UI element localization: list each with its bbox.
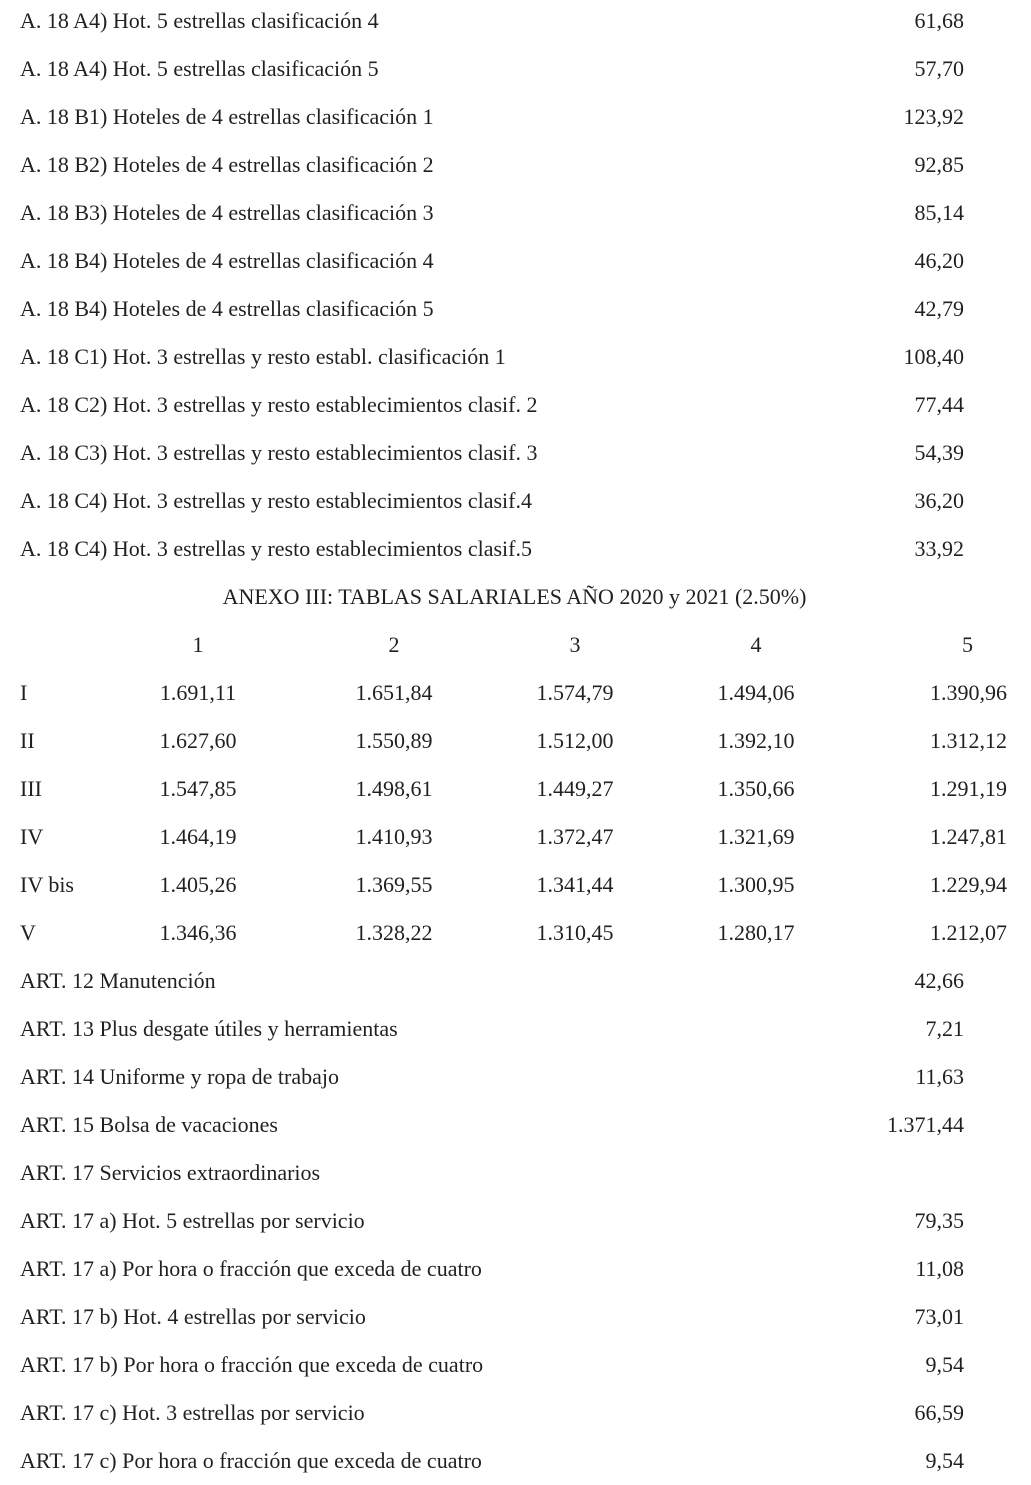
salary-cell: 1.574,79 [536, 680, 614, 705]
list-item [0, 285, 1031, 333]
list-item [0, 237, 1031, 285]
item-value: 42,66 [914, 968, 964, 993]
item-value: 61,68 [914, 8, 964, 33]
salary-cell: 1.392,10 [717, 728, 795, 753]
item-label: A. 18 C4) Hot. 3 estrellas y resto establecimientos clasif.4 [20, 488, 532, 513]
item-label: A. 18 C4) Hot. 3 estrellas y resto establecimientos clasif.5 [20, 536, 532, 561]
list-item [0, 93, 1031, 141]
item-value: 92,85 [914, 152, 964, 177]
item-value: 79,35 [914, 1208, 964, 1233]
salary-cell: 1.449,27 [536, 776, 614, 801]
list-item [0, 333, 1031, 381]
salary-cell: 1.550,89 [355, 728, 433, 753]
list-item [0, 1197, 1031, 1245]
list-item [0, 957, 1031, 1005]
table-row [0, 765, 1031, 813]
salary-cell: 1.405,26 [159, 872, 237, 897]
allowance-list-top [0, 0, 1031, 573]
list-item [0, 189, 1031, 237]
item-value: 54,39 [914, 440, 964, 465]
item-label: ART. 17 b) Por hora o fracción que exceda de cuatro [20, 1352, 484, 1377]
item-label: ART. 13 Plus desgate útiles y herramientas [20, 1016, 398, 1041]
table-header-row [0, 621, 1031, 669]
level-label: V [20, 920, 36, 945]
item-label: ART. 17 a) Por hora o fracción que exceda de cuatro [20, 1256, 482, 1281]
item-label: ART. 14 Uniforme y ropa de trabajo [20, 1064, 340, 1089]
item-value: 123,92 [903, 104, 964, 129]
item-value: 57,70 [914, 56, 964, 81]
salary-cell: 1.312,12 [930, 728, 1007, 753]
item-label: ART. 12 Manutención [20, 968, 216, 993]
item-label: A. 18 B1) Hoteles de 4 estrellas clasificación 1 [20, 104, 434, 129]
salary-table [0, 621, 1031, 957]
salary-cell: 1.498,61 [355, 776, 433, 801]
salary-cell: 1.390,96 [930, 680, 1007, 705]
level-label: IV [20, 824, 44, 849]
item-value: 11,63 [915, 1064, 964, 1089]
level-label: IV bis [20, 872, 74, 897]
column-header: 2 [388, 632, 400, 657]
item-label: A. 18 C2) Hot. 3 estrellas y resto establecimientos clasif. 2 [20, 392, 538, 417]
annex-title-row [0, 573, 1031, 621]
list-item [0, 429, 1031, 477]
salary-cell: 1.291,19 [930, 776, 1007, 801]
item-label: A. 18 B2) Hoteles de 4 estrellas clasificación 2 [20, 152, 434, 177]
list-item [0, 141, 1031, 189]
list-item [0, 1053, 1031, 1101]
salary-cell: 1.280,17 [717, 920, 795, 945]
item-label: A. 18 C3) Hot. 3 estrellas y resto establecimientos clasif. 3 [20, 440, 538, 465]
salary-cell: 1.247,81 [930, 824, 1007, 849]
item-value: 77,44 [914, 392, 964, 417]
salary-cell: 1.321,69 [717, 824, 795, 849]
list-item [0, 1005, 1031, 1053]
item-value: 108,40 [903, 344, 964, 369]
item-value: 73,01 [914, 1304, 964, 1329]
item-label: A. 18 B4) Hoteles de 4 estrellas clasificación 5 [20, 296, 434, 321]
allowance-list-bottom [0, 957, 1031, 1485]
item-value: 11,08 [915, 1256, 964, 1281]
salary-cell: 1.464,19 [159, 824, 237, 849]
salary-cell: 1.341,44 [536, 872, 614, 897]
item-label: ART. 17 c) Hot. 3 estrellas por servicio [20, 1400, 365, 1425]
salary-cell: 1.346,36 [159, 920, 237, 945]
salary-cell: 1.547,85 [159, 776, 237, 801]
item-value: 33,92 [914, 536, 964, 561]
table-row [0, 813, 1031, 861]
list-item [0, 477, 1031, 525]
level-label: III [20, 776, 42, 801]
list-item [0, 0, 1031, 45]
item-value: 85,14 [914, 200, 964, 225]
item-value: 46,20 [914, 248, 964, 273]
item-value: 36,20 [914, 488, 964, 513]
column-header: 4 [750, 632, 762, 657]
item-label: A. 18 B3) Hoteles de 4 estrellas clasificación 3 [20, 200, 434, 225]
item-label: ART. 17 b) Hot. 4 estrellas por servicio [20, 1304, 366, 1329]
salary-cell: 1.350,66 [717, 776, 795, 801]
level-label: II [20, 728, 35, 753]
salary-cell: 1.372,47 [536, 824, 614, 849]
list-item [0, 1293, 1031, 1341]
list-item [0, 525, 1031, 573]
item-value: 42,79 [914, 296, 964, 321]
salary-cell: 1.494,06 [717, 680, 795, 705]
salary-cell: 1.410,93 [355, 824, 433, 849]
salary-cell: 1.627,60 [159, 728, 237, 753]
column-header: 1 [192, 632, 204, 657]
annex-title: ANEXO III: TABLAS SALARIALES AÑO 2020 y 2021 (2.50%) [222, 584, 807, 609]
list-item [0, 1245, 1031, 1293]
salary-cell: 1.328,22 [355, 920, 433, 945]
item-label: ART. 17 Servicios extraordinarios [20, 1160, 321, 1185]
salary-cell: 1.651,84 [355, 680, 433, 705]
item-label: ART. 17 c) Por hora o fracción que exceda de cuatro [20, 1448, 482, 1473]
item-value: 7,21 [925, 1016, 964, 1041]
table-row [0, 909, 1031, 957]
list-item [0, 1389, 1031, 1437]
item-label: A. 18 C1) Hot. 3 estrellas y resto establ. clasificación 1 [20, 344, 506, 369]
list-item [0, 45, 1031, 93]
item-label: A. 18 A4) Hot. 5 estrellas clasificación 4 [20, 8, 379, 33]
item-value: 9,54 [925, 1352, 964, 1377]
list-item [0, 381, 1031, 429]
item-label: A. 18 B4) Hoteles de 4 estrellas clasificación 4 [20, 248, 434, 273]
column-header: 5 [962, 632, 973, 657]
table-row [0, 669, 1031, 717]
level-label: I [20, 680, 28, 705]
salary-cell: 1.310,45 [536, 920, 614, 945]
salary-cell: 1.229,94 [930, 872, 1007, 897]
item-label: ART. 17 a) Hot. 5 estrellas por servicio [20, 1208, 365, 1233]
salary-cell: 1.300,95 [717, 872, 795, 897]
table-row [0, 861, 1031, 909]
salary-cell: 1.369,55 [355, 872, 433, 897]
item-label: A. 18 A4) Hot. 5 estrellas clasificación 5 [20, 56, 379, 81]
salary-cell: 1.691,11 [159, 680, 237, 705]
list-item [0, 1341, 1031, 1389]
salary-cell: 1.212,07 [930, 920, 1007, 945]
list-item [0, 1149, 1031, 1197]
table-row [0, 717, 1031, 765]
salary-cell: 1.512,00 [536, 728, 614, 753]
item-value: 66,59 [914, 1400, 964, 1425]
list-item [0, 1101, 1031, 1149]
item-label: ART. 15 Bolsa de vacaciones [20, 1112, 278, 1137]
item-value: 9,54 [925, 1448, 964, 1473]
column-header: 3 [569, 632, 581, 657]
item-value: 1.371,44 [887, 1112, 964, 1137]
